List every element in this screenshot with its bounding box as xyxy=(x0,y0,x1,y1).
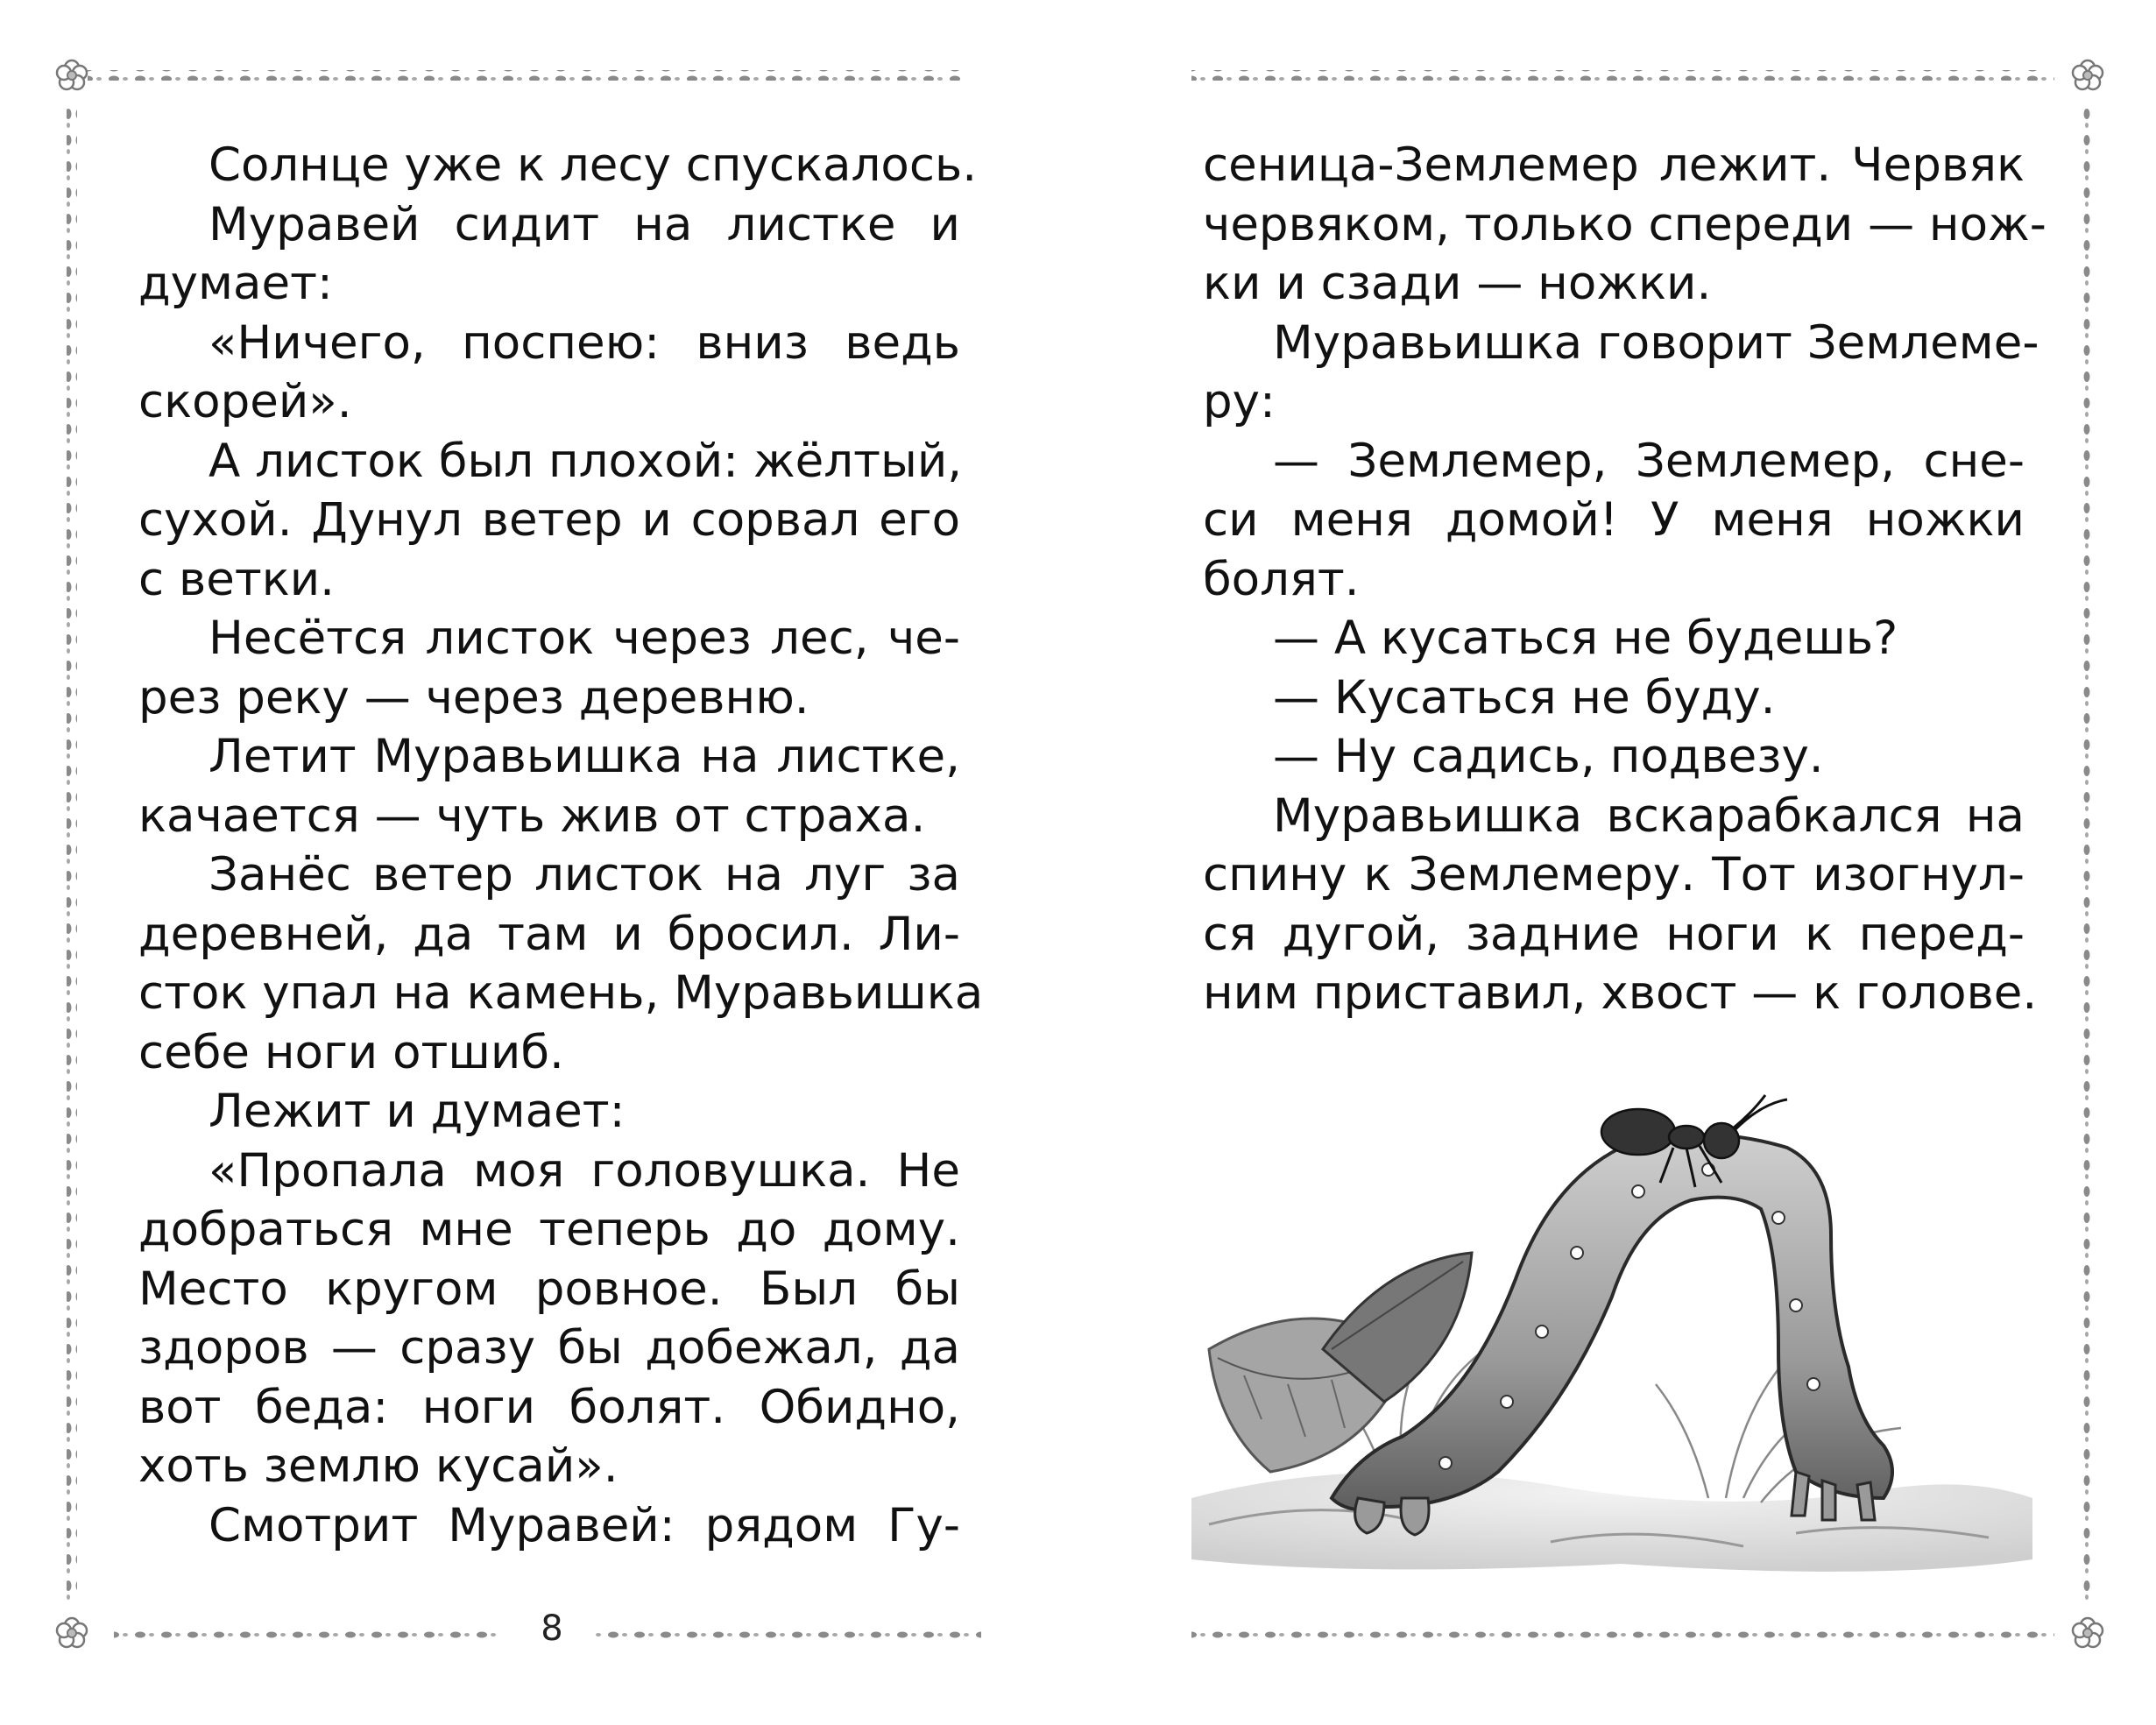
text-line: с ветки. xyxy=(138,552,336,606)
flower-icon xyxy=(57,1618,87,1647)
text-line: Муравей сидит на листке и xyxy=(209,197,960,251)
flower-icon xyxy=(2073,1618,2103,1647)
text-line: — Кусаться не буду. xyxy=(1273,670,1776,725)
text-line: Несётся листок через лес, че- xyxy=(209,612,960,665)
text-line: вот беда: ноги болят. Обидно, xyxy=(138,1380,960,1434)
text-line: добраться мне теперь до дому. xyxy=(138,1203,960,1256)
text-line: деревней, да там и бросил. Ли- xyxy=(138,907,960,961)
text-line: Занёс ветер листок на луг за xyxy=(209,848,960,901)
text-line: ру: xyxy=(1203,375,1276,428)
text-line: Место кругом ровное. Был бы xyxy=(138,1262,960,1316)
page-number: 8 xyxy=(541,1608,563,1649)
text-line: сухой. Дунул ветер и сорвал его xyxy=(138,493,960,547)
right-page-text xyxy=(1203,136,2046,1023)
text-line: Солнце уже к лесу спускалось. xyxy=(209,138,978,192)
text-line: ки и сзади — ножки. xyxy=(1203,257,1712,310)
text-line: — А кусаться не будешь? xyxy=(1273,612,1898,665)
text-line: червяком, только спереди — нож- xyxy=(1203,197,2046,251)
text-line: Муравьишка говорит Землеме- xyxy=(1273,315,2039,370)
text-line: здоров — сразу бы добежал, да xyxy=(138,1321,960,1375)
text-line: спину к Землемеру. Тот изогнул- xyxy=(1203,848,2025,901)
text-line: Лежит и думает: xyxy=(209,1085,626,1138)
text-line: думает: xyxy=(138,257,333,310)
caterpillar-ant-illustration xyxy=(1183,1086,2041,1577)
text-line: болят. xyxy=(1203,552,1360,606)
text-line: си меня домой! У меня ножки xyxy=(1203,493,2025,547)
text-line: качается — чуть жив от страха. xyxy=(138,788,926,843)
text-line: себе ноги отшиб. xyxy=(138,1025,564,1079)
text-line: рез реку — через деревню. xyxy=(138,670,809,725)
flower-icon xyxy=(2073,60,2103,89)
text-line: — Землемер, Землемер, сне- xyxy=(1273,434,2025,488)
text-line: А листок был плохой: жёлтый, xyxy=(209,434,963,488)
text-line: хоть землю кусай». xyxy=(138,1439,619,1493)
text-line: ся дугой, задние ноги к перед- xyxy=(1203,907,2025,961)
text-line: ним приставил, хвост — к голове. xyxy=(1203,966,2038,1020)
text-line: — Ну садись, подвезу. xyxy=(1273,730,1824,783)
text-line: Летит Муравьишка на листке, xyxy=(209,730,960,783)
text-line: «Пропала моя головушка. Не xyxy=(209,1143,960,1198)
text-line: Смотрит Муравей: рядом Гу- xyxy=(209,1498,960,1552)
flower-icon xyxy=(57,60,87,89)
text-line: «Ничего, поспею: вниз ведь xyxy=(209,315,960,370)
text-line: Муравьишка вскарабкался на xyxy=(1273,788,2025,843)
text-line: сток упал на камень, Муравьишка xyxy=(138,966,984,1020)
left-page-text xyxy=(138,136,984,1555)
text-line: сеница-Землемер лежит. Червяк xyxy=(1203,138,2025,192)
text-line: скорей». xyxy=(138,375,352,428)
